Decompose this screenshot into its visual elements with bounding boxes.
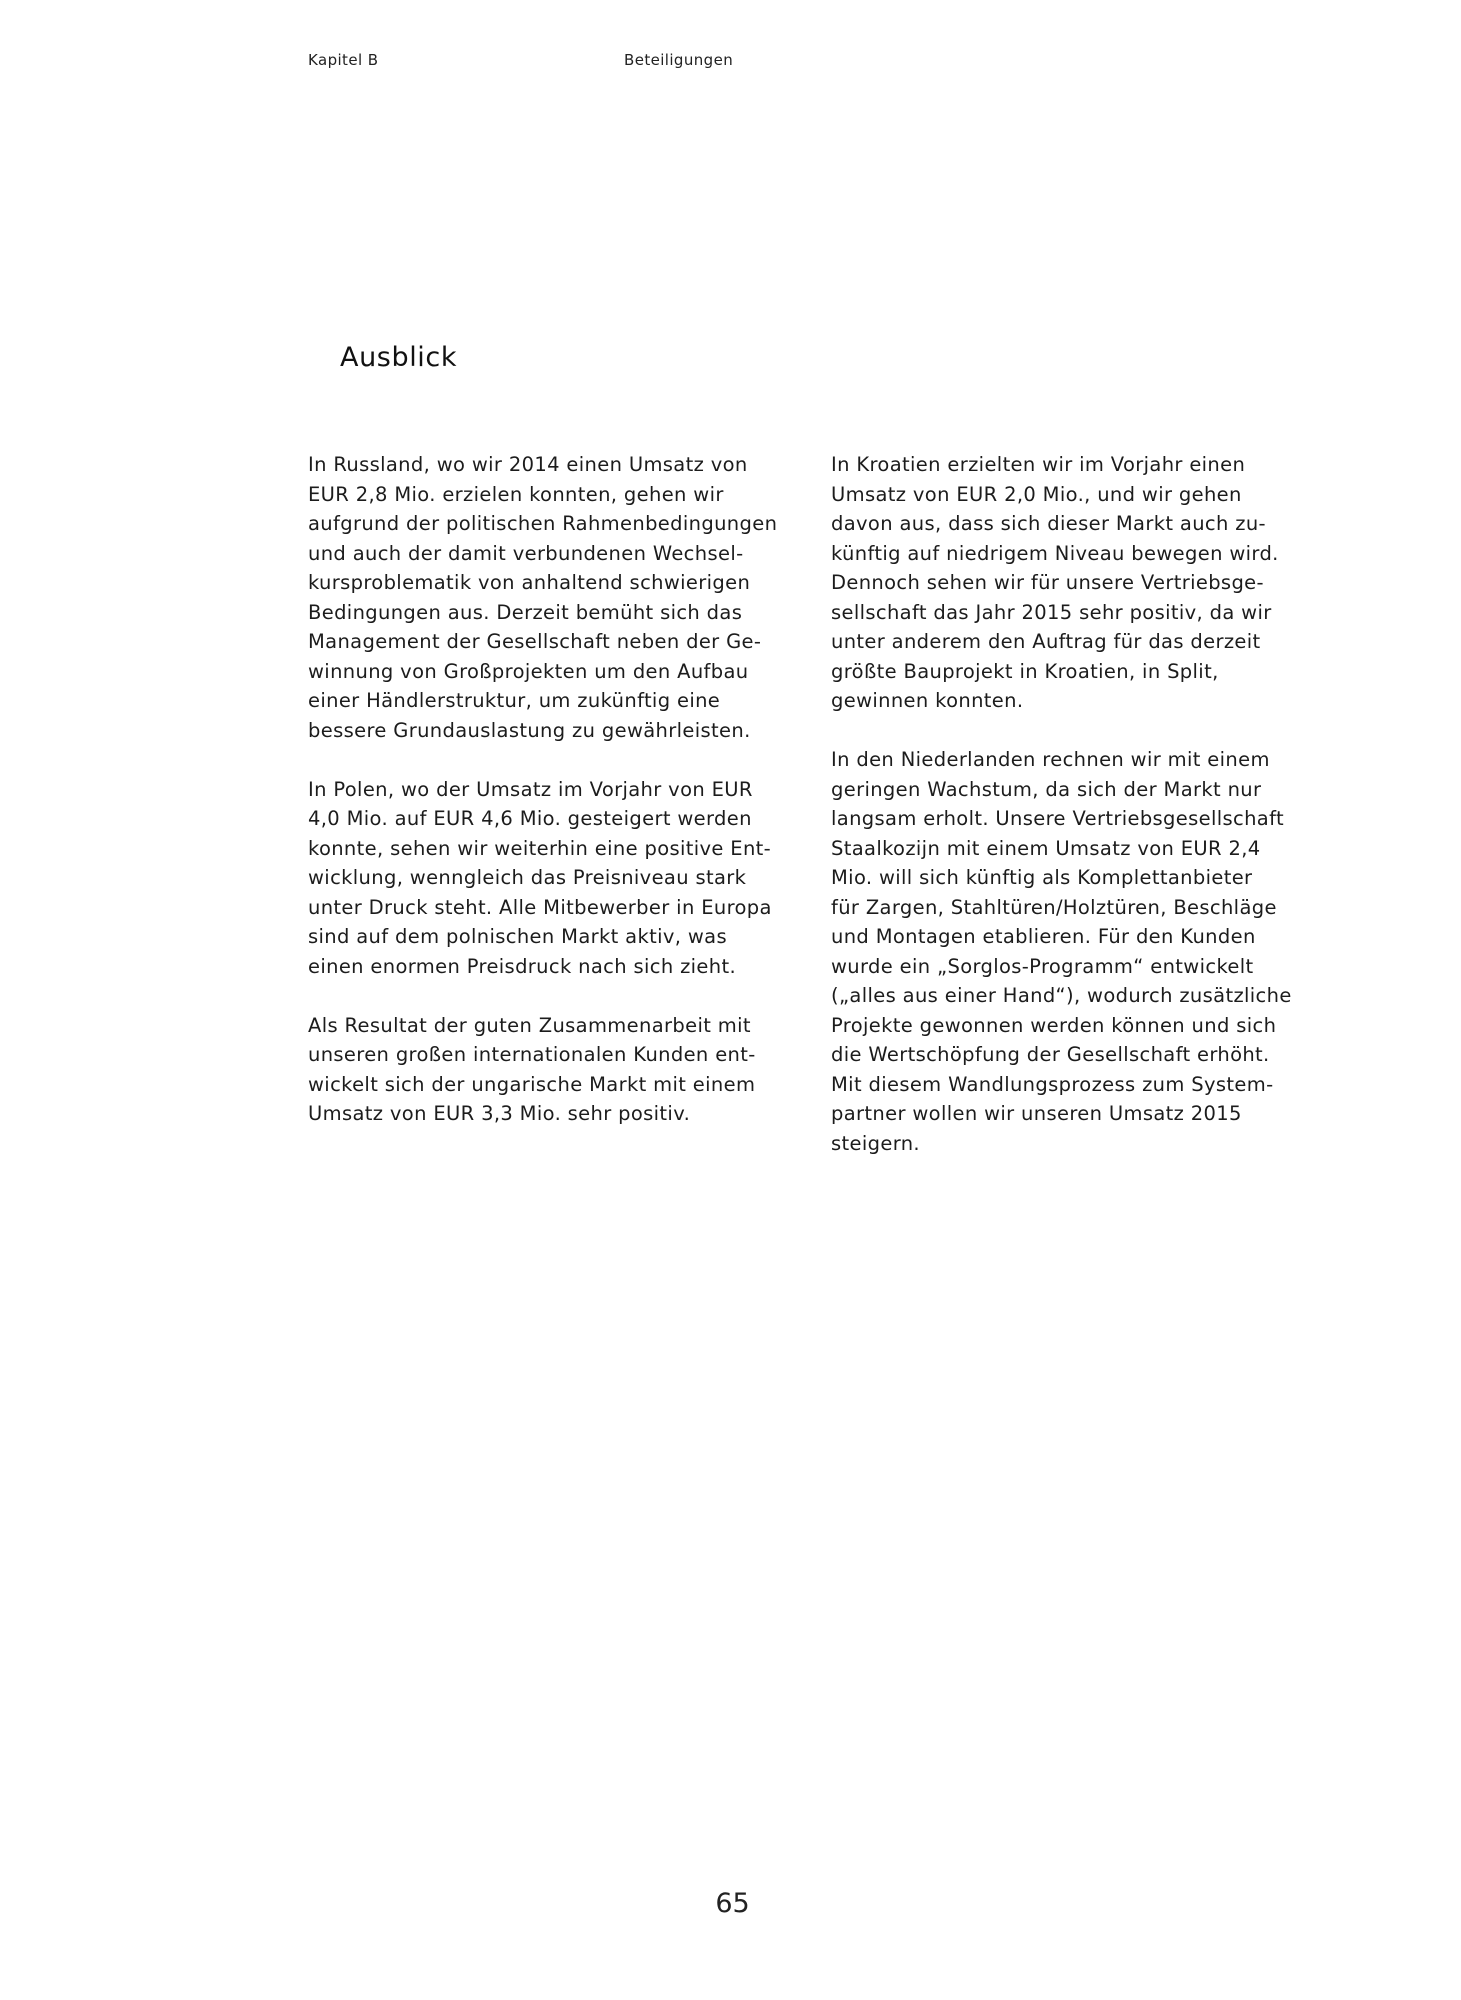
section-heading: Ausblick — [340, 342, 458, 373]
text-line: sind auf dem polnischen Markt aktiv, was — [308, 925, 727, 948]
text-line: und auch der damit verbundenen Wechsel- — [308, 541, 744, 565]
paragraph-netherlands — [831, 745, 1331, 1158]
text-line: wurde ein „Sorglos-Programm“ entwickelt — [831, 954, 1254, 978]
text-line: sellschaft das Jahr 2015 sehr positiv, da wir — [831, 600, 1272, 624]
text-line: Als Resultat der guten Zusammenarbeit mit — [308, 1013, 751, 1037]
running-header-chapter: Kapitel B — [308, 51, 379, 69]
text-line: steigern. — [831, 1131, 920, 1155]
text-line: EUR 2,8 Mio. erzielen konnten, gehen wir — [308, 482, 724, 506]
text-line: Mit diesem Wandlungsprozess zum System- — [831, 1072, 1274, 1096]
text-line: Bedingungen aus. Derzeit bemüht sich das — [308, 600, 743, 624]
paragraph-croatia — [831, 450, 1331, 716]
text-line: partner wollen wir unseren Umsatz 2015 — [831, 1102, 1242, 1125]
paragraph-russia — [308, 450, 808, 745]
text-line: In Polen, wo der Umsatz im Vorjahr von EUR — [308, 777, 753, 801]
text-line: davon aus, dass sich dieser Markt auch zu- — [831, 512, 1266, 535]
page-number: 65 — [715, 1888, 750, 1919]
paragraph-poland — [308, 775, 808, 982]
text-line: langsam erholt. Unsere Vertriebsgesellschaft — [831, 807, 1284, 830]
text-line: Management der Gesellschaft neben der Ge- — [308, 630, 762, 653]
text-line: Staalkozijn mit einem Umsatz von EUR 2,4 — [831, 836, 1261, 860]
text-line: für Zargen, Stahltüren/Holztüren, Beschläge — [831, 895, 1277, 919]
text-column-left — [308, 450, 808, 1158]
text-line: unter Druck steht. Alle Mitbewerber in Europa — [308, 895, 772, 919]
text-line: konnte, sehen wir weiterhin eine positive Ent- — [308, 836, 772, 860]
text-line: gewinnen konnten. — [831, 689, 1024, 712]
text-line: kursproblematik von anhaltend schwierigen — [308, 571, 751, 594]
text-line: einer Händlerstruktur, um zukünftig eine — [308, 689, 721, 712]
text-line: Dennoch sehen wir für unsere Vertriebsge- — [831, 571, 1264, 594]
text-line: Projekte gewonnen werden können und sich — [831, 1013, 1277, 1037]
text-line: einen enormen Preisdruck nach sich zieht. — [308, 954, 737, 978]
text-line: geringen Wachstum, da sich der Markt nur — [831, 777, 1262, 801]
paragraph-hungary — [308, 1011, 808, 1129]
text-line: Mio. will sich künftig als Komplettanbieter — [831, 866, 1253, 889]
text-line: künftig auf niedrigem Niveau bewegen wird. — [831, 541, 1279, 565]
text-line: wicklung, wenngleich das Preisniveau stark — [308, 866, 747, 889]
text-line: winnung von Großprojekten um den Aufbau — [308, 659, 749, 683]
text-column-right — [831, 450, 1331, 1188]
text-line: In Kroatien erzielten wir im Vorjahr einen — [831, 453, 1246, 476]
text-line: bessere Grundauslastung zu gewährleisten. — [308, 718, 751, 742]
text-line: die Wertschöpfung der Gesellschaft erhöht. — [831, 1043, 1270, 1066]
text-line: wickelt sich der ungarische Markt mit einem — [308, 1072, 756, 1096]
text-line: In Russland, wo wir 2014 einen Umsatz von — [308, 453, 748, 476]
text-line: Umsatz von EUR 3,3 Mio. sehr positiv. — [308, 1102, 691, 1125]
text-line: unseren großen internationalen Kunden ent- — [308, 1043, 756, 1066]
text-line: In den Niederlanden rechnen wir mit einem — [831, 748, 1270, 771]
text-line: unter anderem den Auftrag für das derzeit — [831, 630, 1261, 653]
text-line: 4,0 Mio. auf EUR 4,6 Mio. gesteigert werden — [308, 807, 752, 830]
text-line: und Montagen etablieren. Für den Kunden — [831, 925, 1256, 948]
text-line: aufgrund der politischen Rahmenbedingungen — [308, 512, 778, 535]
running-header-section: Beteiligungen — [624, 51, 734, 69]
text-line: größte Bauprojekt in Kroatien, in Split, — [831, 659, 1219, 683]
text-line: („alles aus einer Hand“), wodurch zusätzliche — [831, 984, 1292, 1007]
text-line: Umsatz von EUR 2,0 Mio., und wir gehen — [831, 482, 1242, 506]
